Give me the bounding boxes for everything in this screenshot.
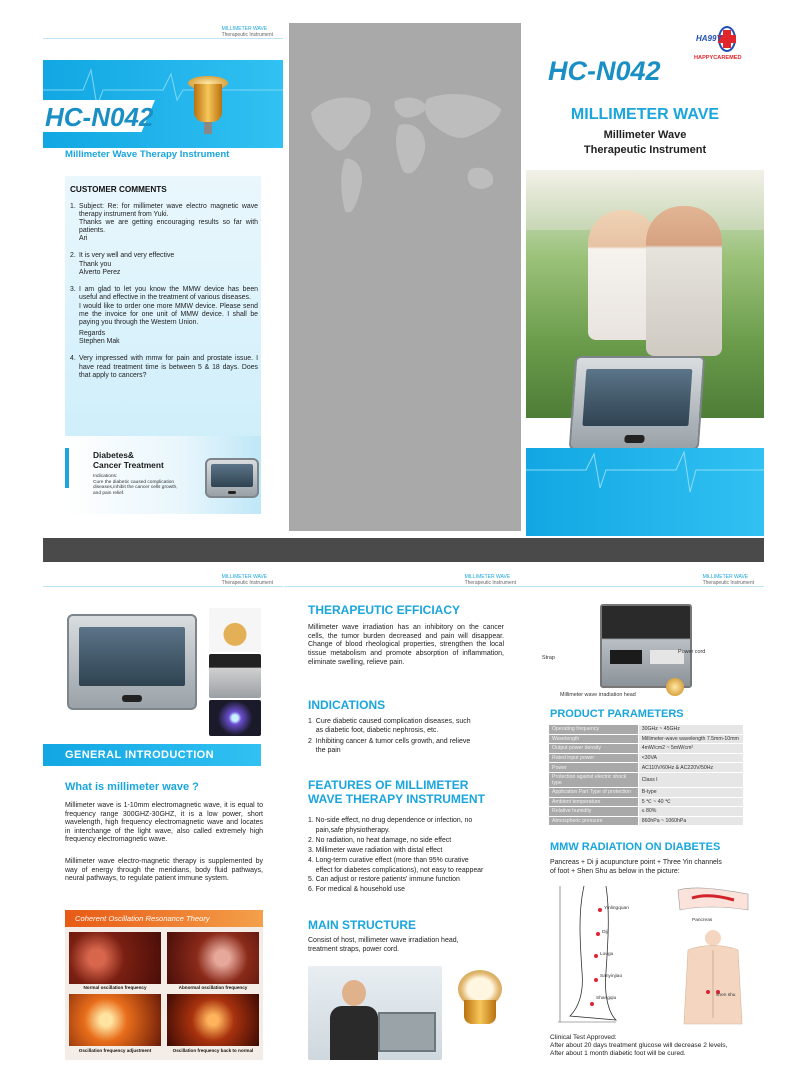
param-value: 4mW/cm2 ~ 5mW/cm² xyxy=(638,744,743,754)
param-value: 860hPa ~ 1060hPa xyxy=(638,816,743,826)
logo-text: HA99Y xyxy=(696,34,722,43)
comment-list xyxy=(70,203,258,380)
acupoint-label-4: Sanyinjiao xyxy=(600,974,623,979)
param-name: Protection against electric shock type xyxy=(549,772,639,787)
general-intro-bar xyxy=(43,744,261,766)
what-is-heading: What is millimeter wave ? xyxy=(65,781,199,793)
param-value: 30GHz ~ 45GHz xyxy=(638,725,743,735)
params-row xyxy=(549,787,744,797)
diabetes-cancer-promo xyxy=(65,436,261,514)
brochure-panel-parameters xyxy=(526,566,764,1066)
param-value: <30VA xyxy=(638,753,743,763)
efficacy-text: Millimeter wave irradiation has an inhibitory on the cancer cells, the tumor burden decreased and pain will disappear. Change of blood rheological properties, strengthen the local tissue metabolism and promote absorption of inflammation, eliminate swelling, relieve pain. xyxy=(308,624,504,666)
indications-list: 1 Cure diabetic caused complication diseases, such as diabetic foot, diabetic nephrosis, etc. 2 Inhibiting cancer & tumor cells growth, and relieve the pain xyxy=(308,718,471,754)
pancreas-diagram xyxy=(674,884,754,924)
panel-header: MILLIMETER WAVE Therapeutic Instrument xyxy=(702,574,754,586)
header-rule xyxy=(526,586,764,587)
cell-image-normal xyxy=(69,932,161,984)
label-power-cord: Power cord xyxy=(678,649,706,655)
acupoint-label-1: Yinlingquan xyxy=(604,906,629,911)
param-name: Rated input power xyxy=(549,753,639,763)
param-name: Output power density xyxy=(549,744,639,754)
params-row xyxy=(549,744,744,754)
comment-3: 3. I am glad to let you know the MMW device has been useful and effective in the treatment of various diseases. I would like to order one more MMW device. Please send me the invoice for one unit of MMW device. I shall be paying you through the Western Union. Regards Stephen Mak xyxy=(70,285,258,346)
comments-title: CUSTOMER COMMENTS xyxy=(70,185,167,194)
cell-label-adjust: Oscillation frequency adjustment xyxy=(78,1048,152,1053)
header-rule xyxy=(284,586,526,587)
cell-label-back: Oscillation frequency back to normal xyxy=(172,1048,254,1053)
panel-header: MILLIMETER WAVE Therapeutic Instrument xyxy=(221,574,273,586)
suitcase-image xyxy=(205,458,259,498)
cell-label-abnormal: Abnormal oscillation frequency xyxy=(178,985,248,990)
acupoint-label-2: Diji xyxy=(602,930,609,935)
promo-title-2: Cancer Treatment xyxy=(93,460,164,470)
cell-image-back xyxy=(167,994,259,1046)
intro-paragraph-2: Millimeter wave electro-magnetic therapy is supplemented by way of energy through the meridians, body fluid pathways, neural pathways, to regulate patient immune system. xyxy=(65,858,263,883)
brochure-panel-cover xyxy=(526,18,764,536)
structure-title: MAIN STRUCTURE xyxy=(308,918,416,932)
cell-image-abnormal xyxy=(167,932,259,984)
map-background xyxy=(289,23,521,531)
theory-title: Coherent Oscillation Resonance Theory xyxy=(75,914,210,923)
label-strap: Strap xyxy=(542,655,555,661)
world-map-graphic xyxy=(303,79,509,229)
params-row xyxy=(549,797,744,807)
fold-separator-band xyxy=(43,538,764,562)
general-intro-title: GENERAL INTRODUCTION xyxy=(65,749,214,761)
promo-title-1: Diabetes& xyxy=(93,450,134,460)
param-name: Wavelength xyxy=(549,734,639,744)
params-row xyxy=(549,807,744,817)
cover-title: MILLIMETER WAVE xyxy=(570,106,720,123)
irradiation-head-image xyxy=(188,76,228,134)
param-name: Application Part Type of protection xyxy=(549,787,639,797)
header-rule xyxy=(43,38,283,39)
panel-header: MILLIMETER WAVE Therapeutic Instrument xyxy=(221,26,273,38)
treatment-photo xyxy=(308,966,442,1060)
cover-model-title: HC-N042 xyxy=(548,56,661,86)
cover-subtitle-2: Therapeutic Instrument xyxy=(583,144,707,156)
brand-logo xyxy=(694,24,760,66)
comment-1: 1. Subject: Re: for millimeter wave electro magnetic wave therapy instrument from Yuki. Thanks we are getting encouraging results so far with patients. Ari xyxy=(70,203,258,243)
comment-4: 4. Very impressed with mmw for pain and prostate issue. I have read treatment time is between 5 & 18 days. Does that apply to cancers? xyxy=(70,355,258,379)
diabetes-text: Pancreas + Di ji acupuncture point + Three Yin channels of foot + Shen Shu as below in the picture: xyxy=(550,859,722,875)
param-name: Atmospheric pressure xyxy=(549,816,639,826)
cell-label-normal: Normal oscillation frequency xyxy=(83,985,147,990)
structure-text: Consist of host, millimeter wave irradiation head, treatment straps, power cord. xyxy=(308,937,459,953)
cover-heartbeat-graphic xyxy=(526,448,764,536)
model-title: HC-N042 xyxy=(45,102,154,132)
param-name: Operating frequency xyxy=(549,725,639,735)
param-name: Ambient temperature xyxy=(549,797,639,807)
intro-paragraph-1: Millimeter wave is 1-10mm electromagnetic wave, it is equal to frequency range 300GHZ-30GHZ, it is a low power, short wavelength, high frequency electromagnetic wave and locates in interchange of the light wave, also called extremely high frequency electromagnetic wave. xyxy=(65,802,263,844)
features-list: 1. No-side effect, no drug dependence or infection, no pain,safe physiotherapy. 2. No radiation, no heat damage, no side effect 3. Millimeter wave radiation with distal effect 4. Long-term curative effect (more than 95% curative effect for diabetes complications), not easy to reappear 5. Can adjust or restore patients' immune function 6. For medical & household use xyxy=(308,817,484,894)
device-photo xyxy=(209,654,261,698)
param-value: Class I xyxy=(638,772,743,787)
device-open-photo xyxy=(600,604,692,688)
probe-head-image xyxy=(454,970,506,1030)
brochure-panel-efficacy xyxy=(284,566,526,1066)
comment-2: 2. It is very well and very effective Thank you Alverto Perez xyxy=(70,252,175,276)
params-row xyxy=(549,725,744,735)
resonance-theory-graphic xyxy=(65,910,263,1060)
efficacy-title: THERAPEUTIC EFFICIACY xyxy=(308,603,461,617)
panel-header: MILLIMETER WAVE Therapeutic Instrument xyxy=(464,574,516,586)
param-name: Relative humidity xyxy=(549,807,639,817)
params-row xyxy=(549,753,744,763)
brochure-panel-world-map xyxy=(284,18,526,536)
light-photo xyxy=(209,700,261,736)
params-row xyxy=(549,763,744,773)
param-value: Millimeter-wave wavelength 7.5mm-10mm xyxy=(638,734,743,744)
params-row xyxy=(549,772,744,787)
back-diagram xyxy=(678,928,748,1028)
pancreas-label: Pancreas xyxy=(692,918,713,923)
cover-bottom-band xyxy=(526,448,764,536)
device-suitcase-image xyxy=(67,614,197,710)
diabetes-title: MMW RADIATION ON DIABETES xyxy=(550,841,721,853)
params-row xyxy=(549,734,744,744)
param-value: AC110V/60Hz & AC220V/50Hz xyxy=(638,763,743,773)
company-name: HAPPYCAREMED xyxy=(694,55,742,61)
label-irradiation-head: Millimeter wave irradiation head xyxy=(560,692,636,698)
brochure-panel-customer-comments xyxy=(43,18,283,536)
cover-subtitle-1: Millimeter Wave xyxy=(603,129,687,141)
cover-suitcase-image xyxy=(569,356,706,450)
brochure-panel-introduction xyxy=(43,566,283,1066)
man-figure xyxy=(646,206,722,356)
features-title-1: FEATURES OF MILLIMETER xyxy=(308,778,469,792)
promo-text: Indications: Cure the diabetic caused complication diseases,inhibit the cancer cells growth, and pain relief. xyxy=(93,474,178,496)
params-title: PRODUCT PARAMETERS xyxy=(550,708,684,720)
param-value: ≤ 80% xyxy=(638,807,743,817)
product-subtitle: Millimeter Wave Therapy Instrument xyxy=(65,149,230,160)
acupoint-label-3: Lougu xyxy=(600,952,614,957)
indications-title: INDICATIONS xyxy=(308,698,386,712)
clinical-text: Clinical Test Approved: After about 20 days treatment glucose will decrease 2 levels, After about 1 month diabetic foot will be cured. xyxy=(550,1034,728,1058)
params-table xyxy=(548,724,744,826)
param-name: Power xyxy=(549,763,639,773)
header-rule xyxy=(43,586,283,587)
theory-title-bar xyxy=(65,910,263,927)
features-title-2: WAVE THERAPY INSTRUMENT xyxy=(308,792,485,806)
param-value: B-type xyxy=(638,787,743,797)
params-row xyxy=(549,816,744,826)
probe-small-image xyxy=(666,678,684,696)
acupoint-label-5: Shangqiu xyxy=(596,996,617,1001)
leg-acupoint-diagram xyxy=(556,882,666,1032)
cell-image-adjust xyxy=(69,994,161,1046)
shenshu-label: shen shu xyxy=(716,993,736,998)
probe-photo xyxy=(209,608,261,652)
param-value: 5 ℃ ~ 40 ℃ xyxy=(638,797,743,807)
